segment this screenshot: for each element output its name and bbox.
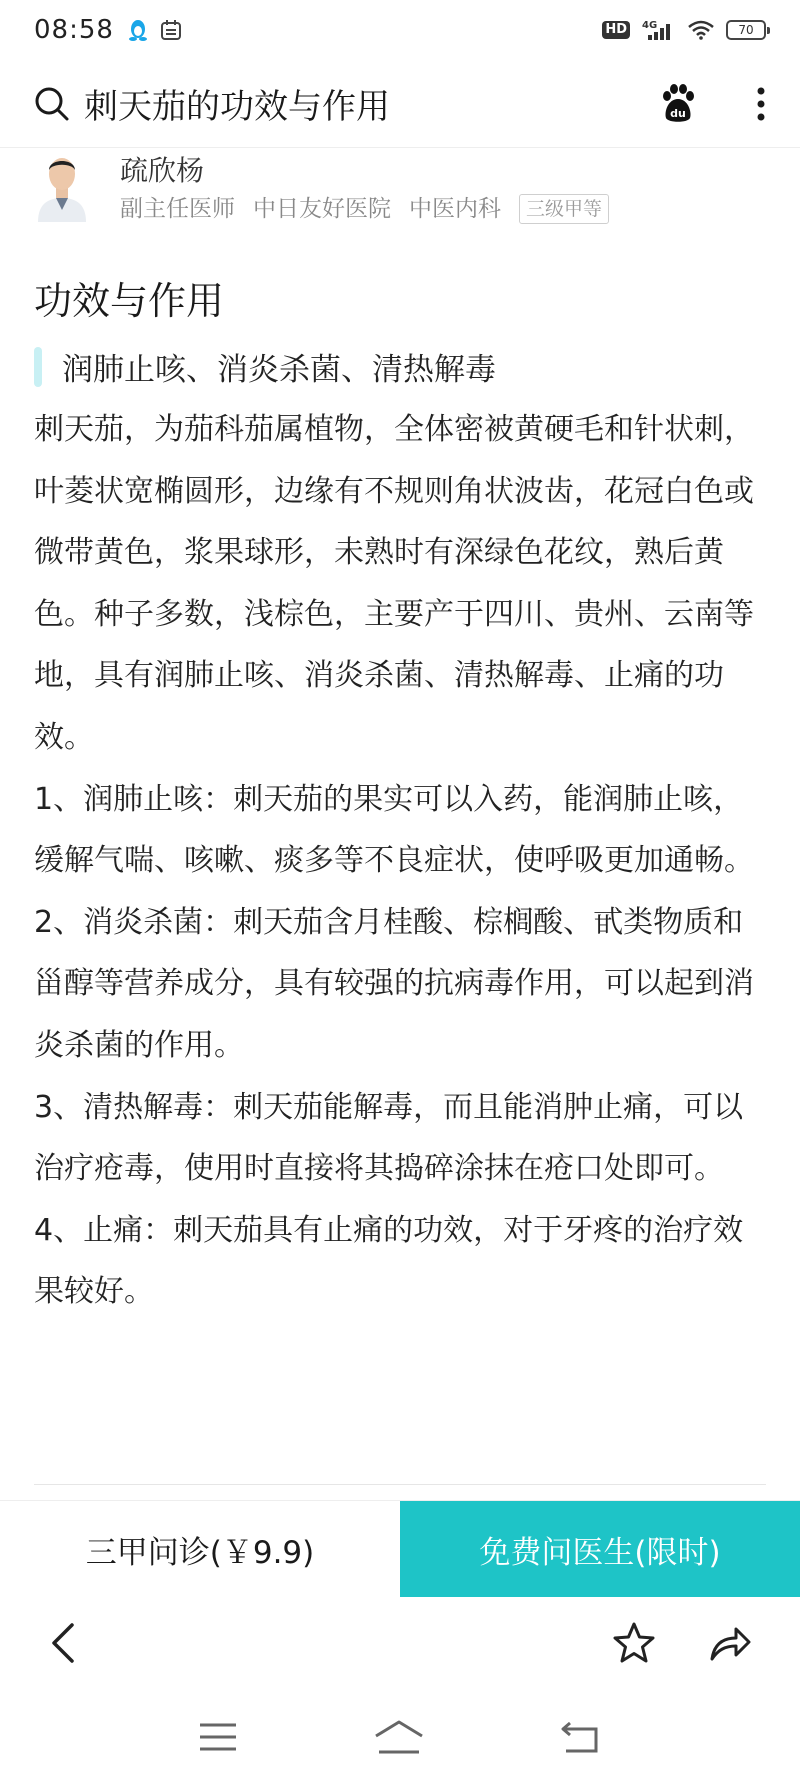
- doctor-name: 疏欣杨: [120, 154, 205, 187]
- summary-highlight: [34, 344, 766, 389]
- calendar-app-icon: [160, 19, 182, 41]
- home-icon[interactable]: [373, 1719, 425, 1755]
- doctor-title: 副主任医师: [120, 196, 235, 222]
- svg-text:du: du: [670, 106, 686, 120]
- battery-level: 70: [738, 23, 754, 37]
- browser-toolbar: [0, 1598, 800, 1688]
- doctor-department: 中医内科: [409, 196, 501, 222]
- doctor-info: [120, 150, 609, 226]
- battery-icon: [726, 20, 766, 40]
- summary-accent-bar: [34, 347, 42, 387]
- search-icon[interactable]: [34, 86, 70, 122]
- cell-signal-icon: [642, 19, 676, 41]
- paid-consult-button[interactable]: 三甲问诊(￥9.9): [0, 1501, 400, 1597]
- article-paragraph: 刺天茄，为茄科茄属植物，全体密被黄硬毛和针状刺，叶菱状宽椭圆形，边缘有不规则角状波齿，花冠白色或微带黄色，浆果球形，未熟时有深绿色花纹，熟后黄色。种子多数，浅棕色，主要产于四川、贵州、云南等地，具有润肺止咳、消炎杀菌、清热解毒、止痛的功效。: [34, 412, 754, 755]
- article: [34, 270, 766, 1323]
- menu-icon[interactable]: [198, 1721, 238, 1753]
- consult-cta-bar: [0, 1500, 800, 1596]
- doctor-avatar[interactable]: [34, 150, 90, 222]
- free-consult-button[interactable]: 免费问医生(限时): [400, 1501, 800, 1597]
- search-header: [0, 60, 800, 148]
- doctor-meta: [120, 192, 609, 226]
- article-body: [34, 399, 766, 1323]
- article-paragraph: 1、润肺止咳：刺天茄的果实可以入药，能润肺止咳，缓解气喘、咳嗽、痰多等不良症状，使呼吸更加通畅。: [34, 781, 754, 879]
- hd-badge: HD: [602, 21, 630, 39]
- more-vertical-icon[interactable]: [756, 86, 766, 122]
- header-actions: [658, 84, 766, 124]
- article-paragraph: 4、止痛：刺天茄具有止痛的功效，对于牙疼的治疗效果较好。: [34, 1212, 744, 1310]
- status-notification-icons: [128, 18, 182, 42]
- back-return-icon[interactable]: [560, 1720, 602, 1754]
- hospital-grade-badge: 三级甲等: [519, 194, 609, 224]
- article-paragraph: 3、清热解毒：刺天茄能解毒，而且能消肿止痛，可以治疗疮毒，使用时直接将其捣碎涂抹在疮口处即可。: [34, 1089, 744, 1187]
- baidu-paw-icon[interactable]: [658, 84, 698, 124]
- doctor-card[interactable]: [34, 150, 774, 230]
- summary-text: 润肺止咳、消炎杀菌、清热解毒: [62, 352, 496, 388]
- section-heading: 功效与作用: [34, 279, 225, 323]
- content-divider: [34, 1484, 766, 1485]
- status-bar: [0, 0, 800, 60]
- toolbar-actions: [612, 1621, 752, 1665]
- back-arrow-icon[interactable]: [48, 1621, 80, 1665]
- status-time: 08:58: [34, 15, 114, 45]
- doctor-hospital: 中日友好医院: [253, 196, 391, 222]
- status-right: [602, 19, 766, 41]
- search-query[interactable]: 刺天茄的功效与作用: [84, 87, 390, 127]
- system-nav-bar: [0, 1690, 800, 1784]
- wifi-icon: [688, 20, 714, 40]
- star-icon[interactable]: [612, 1621, 656, 1665]
- network-type-label: 4G: [642, 20, 658, 31]
- qq-penguin-icon: [128, 18, 148, 42]
- article-paragraph: 2、消炎杀菌：刺天茄含月桂酸、棕榈酸、甙类物质和甾醇等营养成分，具有较强的抗病毒作用，可以起到消炎杀菌的作用。: [34, 904, 754, 1063]
- share-icon[interactable]: [708, 1621, 752, 1665]
